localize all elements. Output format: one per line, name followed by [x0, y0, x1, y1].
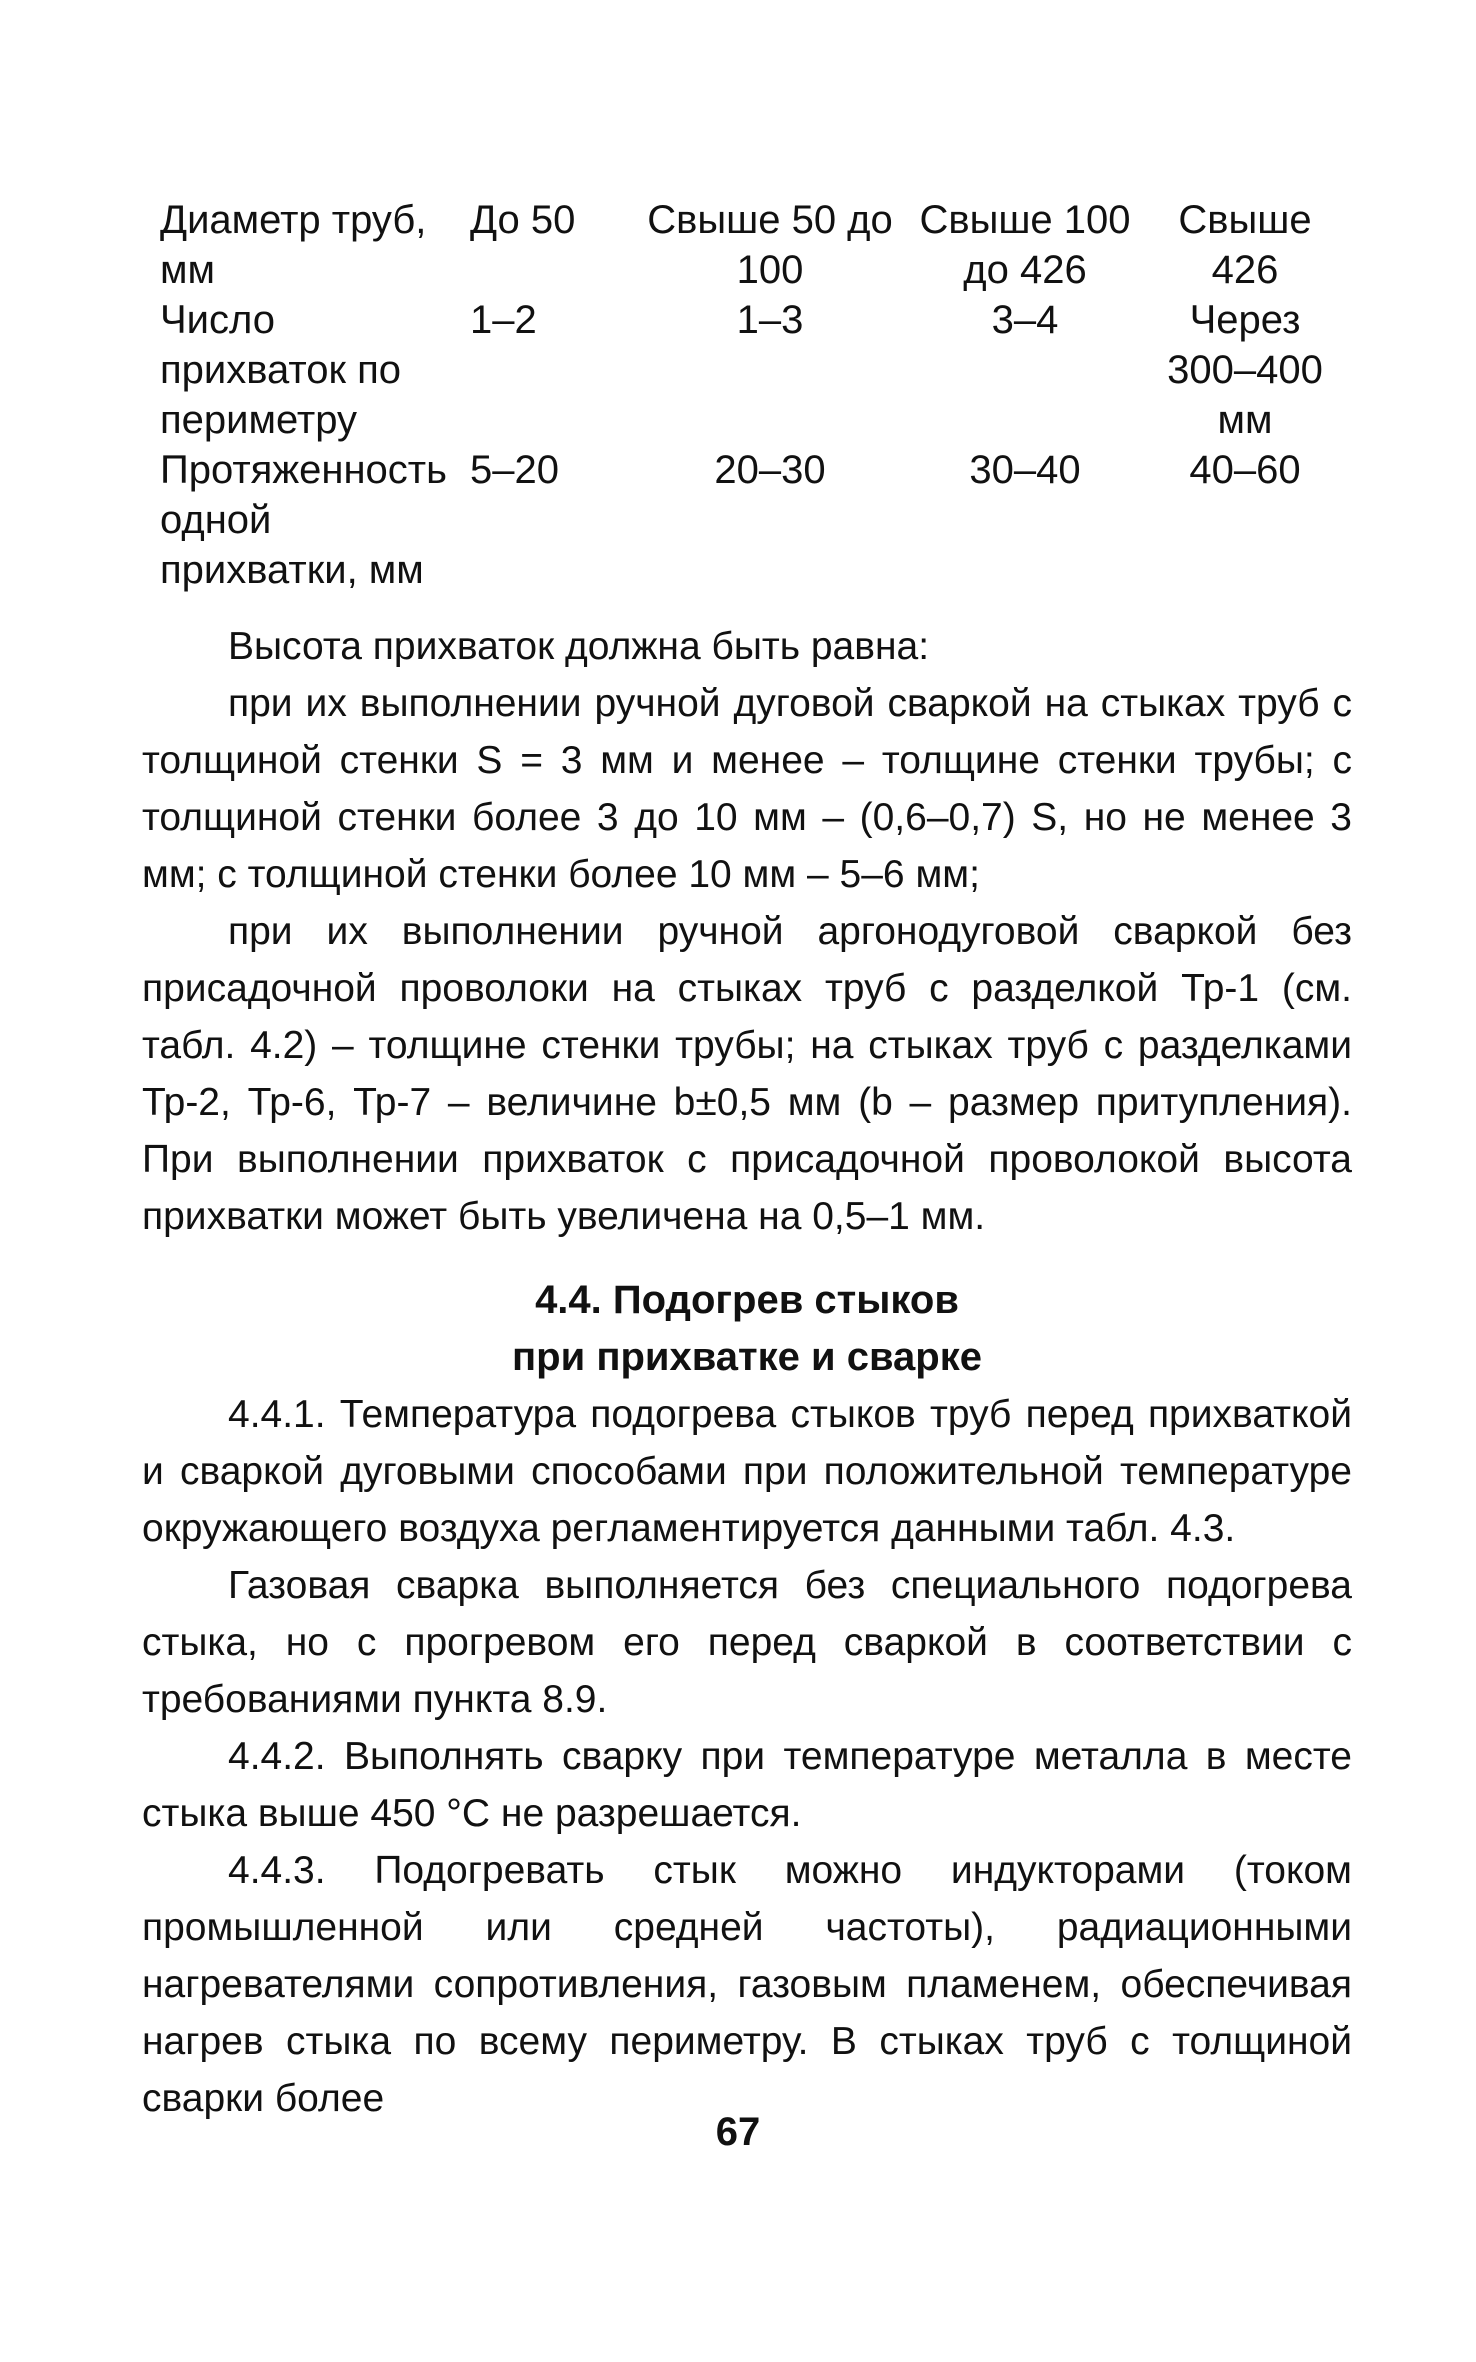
paragraph: Высота прихваток должна быть равна: — [228, 625, 930, 668]
paragraph: 4.4.2. Выполнять сварку при температуре металла в месте стыка выше 450 °С не разрешается. — [142, 1735, 1352, 1835]
paragraph: при их выполнении ручной аргонодуговой сваркой без присадочной проволоки на стыках труб с разделкой Тр-1 (см. табл. 4.2) – толщине стенки трубы; на стыках труб с разделками Тр-2, Тр-6, Тр-7 – величине b±0,5 мм (b – размер притупления). При выполнении прихваток с присадочной проволокой высота прихватки может быть увеличена на 0,5–1 мм. — [142, 910, 1352, 1238]
tack-weld-table — [160, 195, 1340, 595]
page-number: 67 — [715, 2110, 761, 2154]
table-cell: Протяженность одной прихватки, мм — [160, 448, 447, 592]
paragraph: при их выполнении ручной дуговой сваркой на стыках труб с толщиной стенки S = 3 мм и менее – толщине стенки трубы; с толщиной стенки более 3 до 10 мм – (0,6–0,7) S, но не менее 3 мм; с толщиной стенки более 10 мм – 5–6 мм; — [142, 682, 1352, 896]
table-cell: До 50 — [470, 198, 576, 242]
table-row — [160, 195, 1340, 295]
table-cell: Число прихваток по периметру — [160, 298, 402, 442]
table-cell: 5–20 — [470, 448, 559, 492]
paragraph: 4.4.3. Подогревать стык можно индукторами (током промышленной или средней частоты), радиационными нагревателями сопротивления, газовым пламенем, обеспечивая нагрев стыка по всему периметру. В стыках труб с толщиной сварки более — [142, 1849, 1352, 2120]
table-cell: 30–40 — [969, 448, 1081, 492]
table-cell: 1–2 — [470, 298, 537, 342]
table-cell: 20–30 — [714, 448, 826, 492]
table-cell: 1–3 — [736, 298, 804, 342]
table-cell: 3–4 — [991, 298, 1059, 342]
section-heading — [142, 1272, 1352, 1386]
table-cell: Диаметр труб, мм — [160, 198, 427, 292]
table-cell: Свыше 426 — [1178, 198, 1312, 292]
tack-height-text — [142, 618, 1352, 1245]
table-cell: Через 300–400 мм — [1167, 298, 1323, 442]
section-heading-line: 4.4. Подогрев стыков — [535, 1278, 959, 1322]
paragraph: Газовая сварка выполняется без специального подогрева стыка, но с прогревом его перед сваркой в соответствии с требованиями пункта 8.9. — [142, 1564, 1352, 1721]
table-cell: 40–60 — [1189, 448, 1301, 492]
table-cell: Свыше 50 до 100 — [647, 198, 893, 292]
table-row — [160, 445, 1340, 595]
paragraph: 4.4.1. Температура подогрева стыков труб перед прихваткой и сваркой дуговыми способами при положительной температуре окружающего воздуха регламентируется данными табл. 4.3. — [142, 1393, 1352, 1550]
section-heading-line: при прихватке и сварке — [512, 1335, 982, 1379]
table-cell: Свыше 100 до 426 — [919, 198, 1131, 292]
preheating-text — [142, 1386, 1352, 2127]
table-row — [160, 295, 1340, 445]
